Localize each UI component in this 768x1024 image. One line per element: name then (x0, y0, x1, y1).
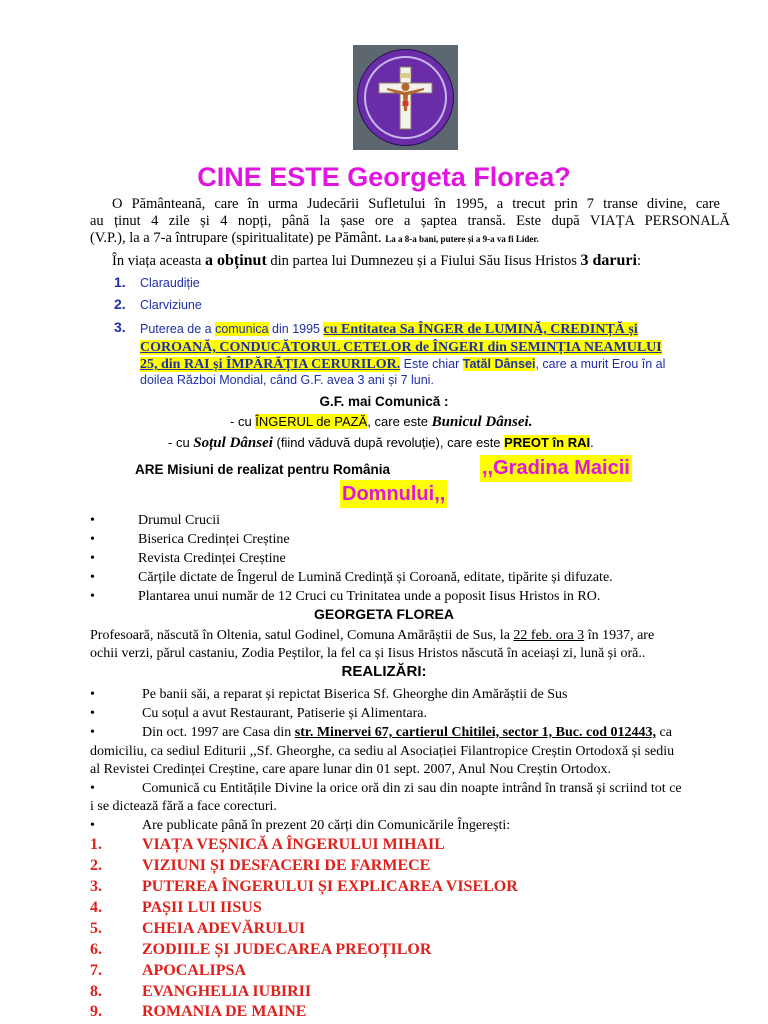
gift-3-text-c: din 1995 (268, 322, 324, 336)
achievement-item: • Din oct. 1997 are Casa din str. Minervei 67, cartierul Chitilei, sector 1, Buc. cod 012443, ca (90, 725, 672, 740)
achievement-house-a: Din oct. 1997 are Casa din (142, 725, 295, 740)
book-title: PAȘII LUI IISUS (142, 899, 262, 916)
book-number: 6. (90, 941, 102, 958)
gift-3-heaven: 25, din RAI și ÎMPĂRĂȚIA CERURILOR. (140, 357, 401, 372)
mission-garden-line-1: ,,Gradina Maicii (480, 455, 632, 482)
book-number: 8. (90, 983, 102, 1000)
achievement-item-label: Cu soțul a avut Restaurant, Patiserie și Alimentara. (142, 706, 427, 721)
book-title: VIZIUNI ȘI DESFACERI DE FARMECE (142, 857, 431, 874)
intro-line-3-note: La a 8-a bani, putere și a 9-a va fi Lider. (385, 234, 539, 244)
achievement-house-c: ca (656, 725, 672, 740)
bio-line-1-a: Profesoară, născută în Oltenia, satul Godinel, Comuna Amărăștii de Sus, la (90, 628, 514, 643)
mission-item-label: Cărțile dictate de Îngerul de Lumină Credință și Coroană, editate, tipărite și difuzate. (138, 570, 613, 585)
mission-item: • Plantarea unui număr de 12 Cruci cu Trinitatea unde a poposit Iisus Hristos in RO. (90, 589, 601, 604)
crucifix-icon (357, 49, 454, 146)
achievement-item-label: Are publicate până în prezent 20 cărți din Comunicările Îngerești: (142, 818, 511, 833)
mission-item: • Revista Credinței Creștine (90, 551, 286, 566)
page-title: CINE ESTE Georgeta Florea? (197, 162, 571, 192)
gift-number-3: 3. (114, 319, 126, 335)
achievement-address: str. Minervei 67, cartierul Chitilei, sector 1, Buc. cod 012443, (294, 725, 657, 740)
bio-heading: GEORGETA FLOREA (314, 606, 454, 622)
book-title: APOCALIPSA (142, 962, 247, 979)
book-title: EVANGHELIA IUBIRII (142, 983, 312, 1000)
intro-gifts-text-c: din partea lui Dumnezeu și a Fiului Său Iisus Hristos (266, 253, 581, 269)
book-number: 2. (90, 857, 102, 874)
intro-line-3-main: (V.P.), la a 7-a întrupare (spiritualitate) pe Pământ. (90, 230, 382, 246)
achievement-item-label (142, 724, 672, 741)
achievement-item: • Pe banii săi, a reparat și repictat Biserica Sf. Gheorghe din Amărăștii de Sus (90, 687, 568, 702)
gf-row-1 (230, 414, 532, 431)
achievement-house-line-3: al Revistei Credinței Creștine, care apare lunar din 01 sept. 2007, Anul Nou Creștin Ortodox. (90, 762, 611, 777)
book-title: ZODIILE ȘI JUDECAREA PREOȚILOR (142, 941, 432, 958)
book-number: 7. (90, 962, 102, 979)
mission-item: • Drumul Crucii (90, 513, 221, 528)
book-number: 9. (90, 1003, 102, 1020)
achievement-house-line-2: domiciliu, ca sediul Editurii ,,Sf. Gheorghe, ca sediu al Asociației Filantropice Creștin Ortodoxă și sediu (90, 744, 675, 759)
book-item (90, 898, 730, 917)
gf-row-1-c: , care este (367, 414, 432, 429)
achievement-item: • Cu soțul a avut Restaurant, Patiserie și Alimentara. (90, 706, 427, 721)
book-item (90, 961, 730, 980)
intro-line-4 (112, 252, 752, 270)
book-item (90, 856, 730, 875)
mission-item: • Cărțile dictate de Îngerul de Lumină Credință și Coroană, editate, tipărite și difuzate. (90, 570, 613, 585)
gift-3-father: Tatăl Dânsei (462, 357, 536, 371)
gf-row-2-c: (fiind văduvă după revoluție) (272, 435, 440, 450)
mission-item-label: Plantarea unui număr de 12 Cruci cu Trinitatea unde a poposit Iisus Hristos in RO. (138, 589, 601, 604)
gf-husband: Soțul Dânsei (193, 435, 273, 451)
gift-3-line-3 (140, 356, 730, 373)
gf-row-2-f: . (590, 435, 594, 450)
achievements-heading: REALIZĂRI: (341, 663, 427, 680)
gift-label-1: Claraudiție (140, 276, 200, 290)
achievement-item-label: Pe banii săi, a reparat și repictat Biserica Sf. Gheorghe din Amărăștii de Sus (142, 687, 568, 702)
gf-row-2-a: - cu (168, 435, 194, 450)
gift-3-text-a: Puterea de a (140, 322, 216, 336)
gf-heading: G.F. mai Comunică : (319, 394, 449, 409)
bio-line-1-c: în 1937, are (584, 628, 655, 643)
book-number: 4. (90, 899, 102, 916)
book-item (90, 940, 730, 959)
bio-line-2: ochii verzi, părul castaniu, Zodia Peștilor, la fel ca și Iisus Hristos născută în aceiași zi, lună și oră.. (90, 646, 646, 661)
book-title: PUTEREA ÎNGERULUI ȘI EXPLICAREA VISELOR (142, 878, 518, 895)
gift-number-1: 1. (114, 274, 126, 290)
intro-gifts-colon: : (636, 253, 641, 269)
mission-text: ARE Misiuni de realizat pentru România (135, 462, 391, 477)
book-title: VIAȚA VEȘNICĂ A ÎNGERULUI MIHAIL (142, 836, 445, 853)
achievement-item: • Comunică cu Entitățile Divine la orice oră din zi sau din noapte intrând în transă și scriind tot ce (90, 781, 682, 796)
book-item (90, 835, 730, 854)
gift-3-line-4: doilea Război Mondial, când G.F. avea 3 ani și 7 luni. (140, 373, 434, 387)
gift-number-2: 2. (114, 296, 126, 312)
intro-line-2: au ținut 4 zile și 4 nopți, până la șase ore a șaptea transă. Este după VIAȚA PERSONALĂ (90, 213, 730, 229)
bio-birth-date: 22 feb. ora 3 (513, 628, 585, 643)
book-number: 1. (90, 836, 102, 853)
book-item (90, 877, 730, 896)
book-item (90, 982, 730, 1001)
gift-3-text-d: , care a murit Erou în al (535, 357, 666, 371)
achievement-trance-line-2: i se dictează fără a face corecturi. (90, 799, 277, 814)
intro-line-1: O Pământeană, care în urma Judecării Sufletului în 1995, a trecut prin 7 transe divine, care (112, 196, 720, 212)
gift-label-2: Clarviziune (140, 298, 202, 312)
book-number: 3. (90, 878, 102, 895)
mission-item-label: Revista Credinței Creștine (138, 551, 286, 566)
gf-row-1-a: - cu (230, 414, 256, 429)
gf-row-2-d: , care este (439, 435, 505, 450)
bio-line-1 (90, 627, 740, 644)
gift-3-entity: cu Entitatea Sa ÎNGER de LUMINĂ, CREDINȚĂ și (323, 322, 638, 337)
gf-priest: PREOT în RAI (504, 435, 591, 450)
gift-3-line-1 (140, 321, 724, 338)
mission-item: • Biserica Credinței Creștine (90, 532, 290, 547)
gf-guardian-angel: ÎNGERUL de PAZĂ (255, 414, 368, 429)
intro-line-3 (90, 230, 730, 248)
book-title: CHEIA ADEVĂRULUI (142, 920, 306, 937)
gift-3-text-b: Este chiar (400, 357, 463, 371)
mission-item-label: Biserica Credinței Creștine (138, 532, 290, 547)
gf-row-2 (168, 435, 594, 452)
mission-item-label: Drumul Crucii (138, 513, 221, 528)
book-number: 5. (90, 920, 102, 937)
book-item (90, 919, 730, 938)
achievement-item-label: Comunică cu Entitățile Divine la orice oră din zi sau din noapte intrând în transă și scriind tot ce (142, 781, 682, 796)
achievement-item: • Are publicate până în prezent 20 cărți din Comunicările Îngerești: (90, 818, 511, 833)
gift-3-leader: COROANĂ, CONDUCĂTORUL CETELOR de ÎNGERI din SEMINȚIA NEAMULUI (140, 340, 662, 355)
mission-garden-line-2: Domnului,, (340, 480, 447, 508)
gf-grandfather: Bunicul Dânsei. (431, 414, 533, 430)
gift-3-communicate: comunica (215, 322, 269, 336)
book-item (90, 1002, 730, 1021)
intro-gifts-text-a: În viața aceasta (112, 253, 205, 269)
book-title: ROMANIA DE MAINE (142, 1003, 307, 1020)
intro-gifts-obtained: a obținut (204, 252, 267, 269)
intro-gifts-count: 3 daruri (580, 252, 637, 269)
gift-3-line-2 (140, 339, 724, 356)
